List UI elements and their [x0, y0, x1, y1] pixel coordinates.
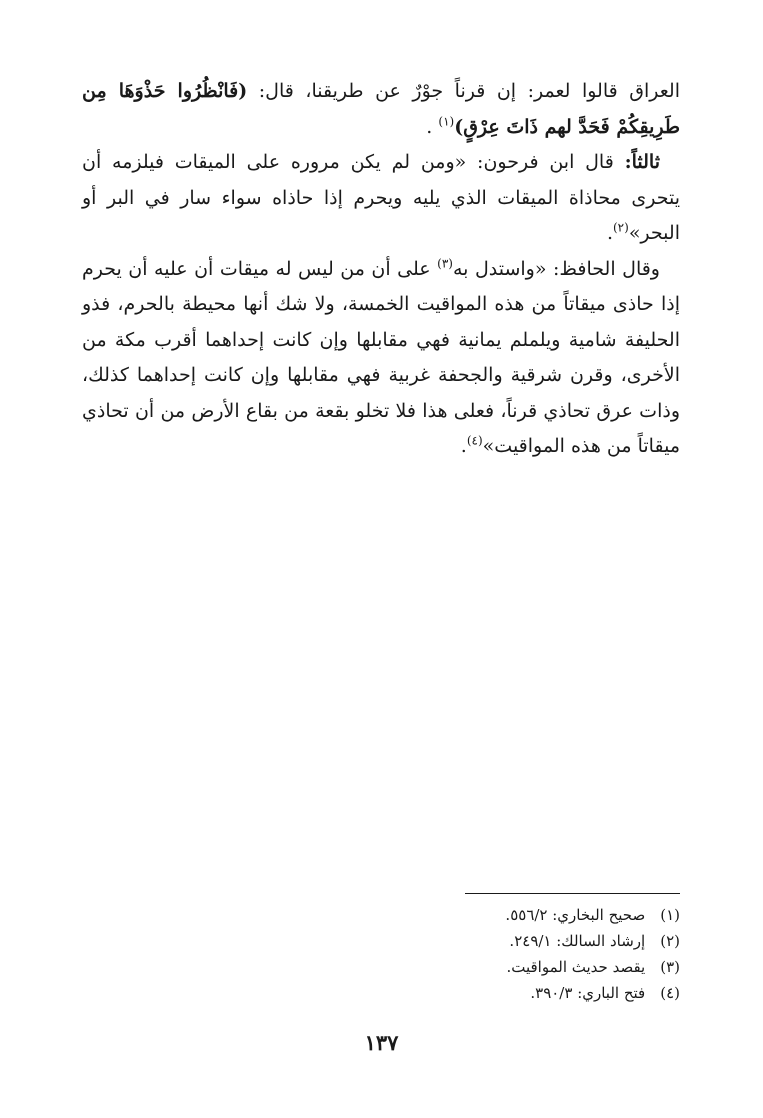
- footnote-text: إرشاد السالك: ٢٤٩/١.: [509, 932, 646, 950]
- footnotes: [300, 902, 680, 1006]
- footnote-4: [300, 980, 680, 1006]
- footnote-ref-3: (٣): [437, 256, 453, 271]
- footnote-ref-4: (٤): [466, 433, 483, 448]
- footnote-number: (٣): [660, 958, 680, 976]
- footnote-number: (١): [660, 906, 680, 924]
- footnote-ref-1: (١): [438, 114, 455, 129]
- paragraph-1: [82, 74, 680, 145]
- footnote-2: [300, 928, 680, 954]
- paragraph-2: [82, 145, 680, 252]
- paragraph-2-end: .: [606, 222, 613, 244]
- paragraph-3: [82, 252, 680, 465]
- footnote-number: (٢): [660, 932, 680, 950]
- footnote-text: فتح الباري: ٣٩٠/٣.: [530, 984, 646, 1002]
- footnote-1: [300, 902, 680, 928]
- footnote-3: [300, 954, 680, 980]
- footnote-number: (٤): [660, 984, 680, 1002]
- paragraph-2-text: قال ابن فرحون: «ومن لم يكن مروره على الميقات فيلزمه أن يتحرى محاذاة الميقات الذي يليه ويحرم إذا حاذاه سواء سار في البر أو البحر»: [82, 151, 680, 244]
- paragraph-3-text-b: على أن من ليس له ميقات أن عليه أن يحرم إذا حاذى ميقاتاً من هذه المواقيت الخمسة، ولا شك أنها محيطة بالحرم، فذو الحليفة شامية ويلملم يمانية فهي مقابلها وإن كانت إحداهما أقرب مكة من الأخرى، وقرن شرقية والجحفة غربية فهي مقابلها وإن كانت إحداهما كذلك، وذات عرق تحاذي قرناً، فعلى هذا فلا تخلو بقعة من بقاع الأرض من أن تحاذي ميقاتاً من هذه المواقيت»: [82, 257, 680, 457]
- footnote-divider: [465, 893, 680, 894]
- paragraph-1-text: العراق قالوا لعمر: إن قرناً جوْرٌ عن طريقنا، قال:: [247, 80, 680, 102]
- footnote-text: يقصد حديث المواقيت.: [506, 958, 646, 976]
- footnote-ref-2: (٢): [612, 220, 629, 235]
- quran-verse: (فَانْظُرُوا حَذْوَهَا مِن طَرِيقِكُمْ فَحَدَّ لهم ذَاتَ عِرْقٍ): [82, 80, 680, 138]
- paragraph-3-end: .: [460, 435, 467, 457]
- main-text: [82, 74, 680, 465]
- paragraph-3-text-a: وقال الحافظ: «واستدل به: [452, 257, 660, 280]
- paragraph-1-end: .: [426, 115, 439, 138]
- page-number: ١٣٧: [364, 1030, 399, 1055]
- footnote-text: صحيح البخاري: ٥٥٦/٢.: [505, 906, 646, 924]
- paragraph-2-lead: ثالثاً:: [624, 151, 660, 173]
